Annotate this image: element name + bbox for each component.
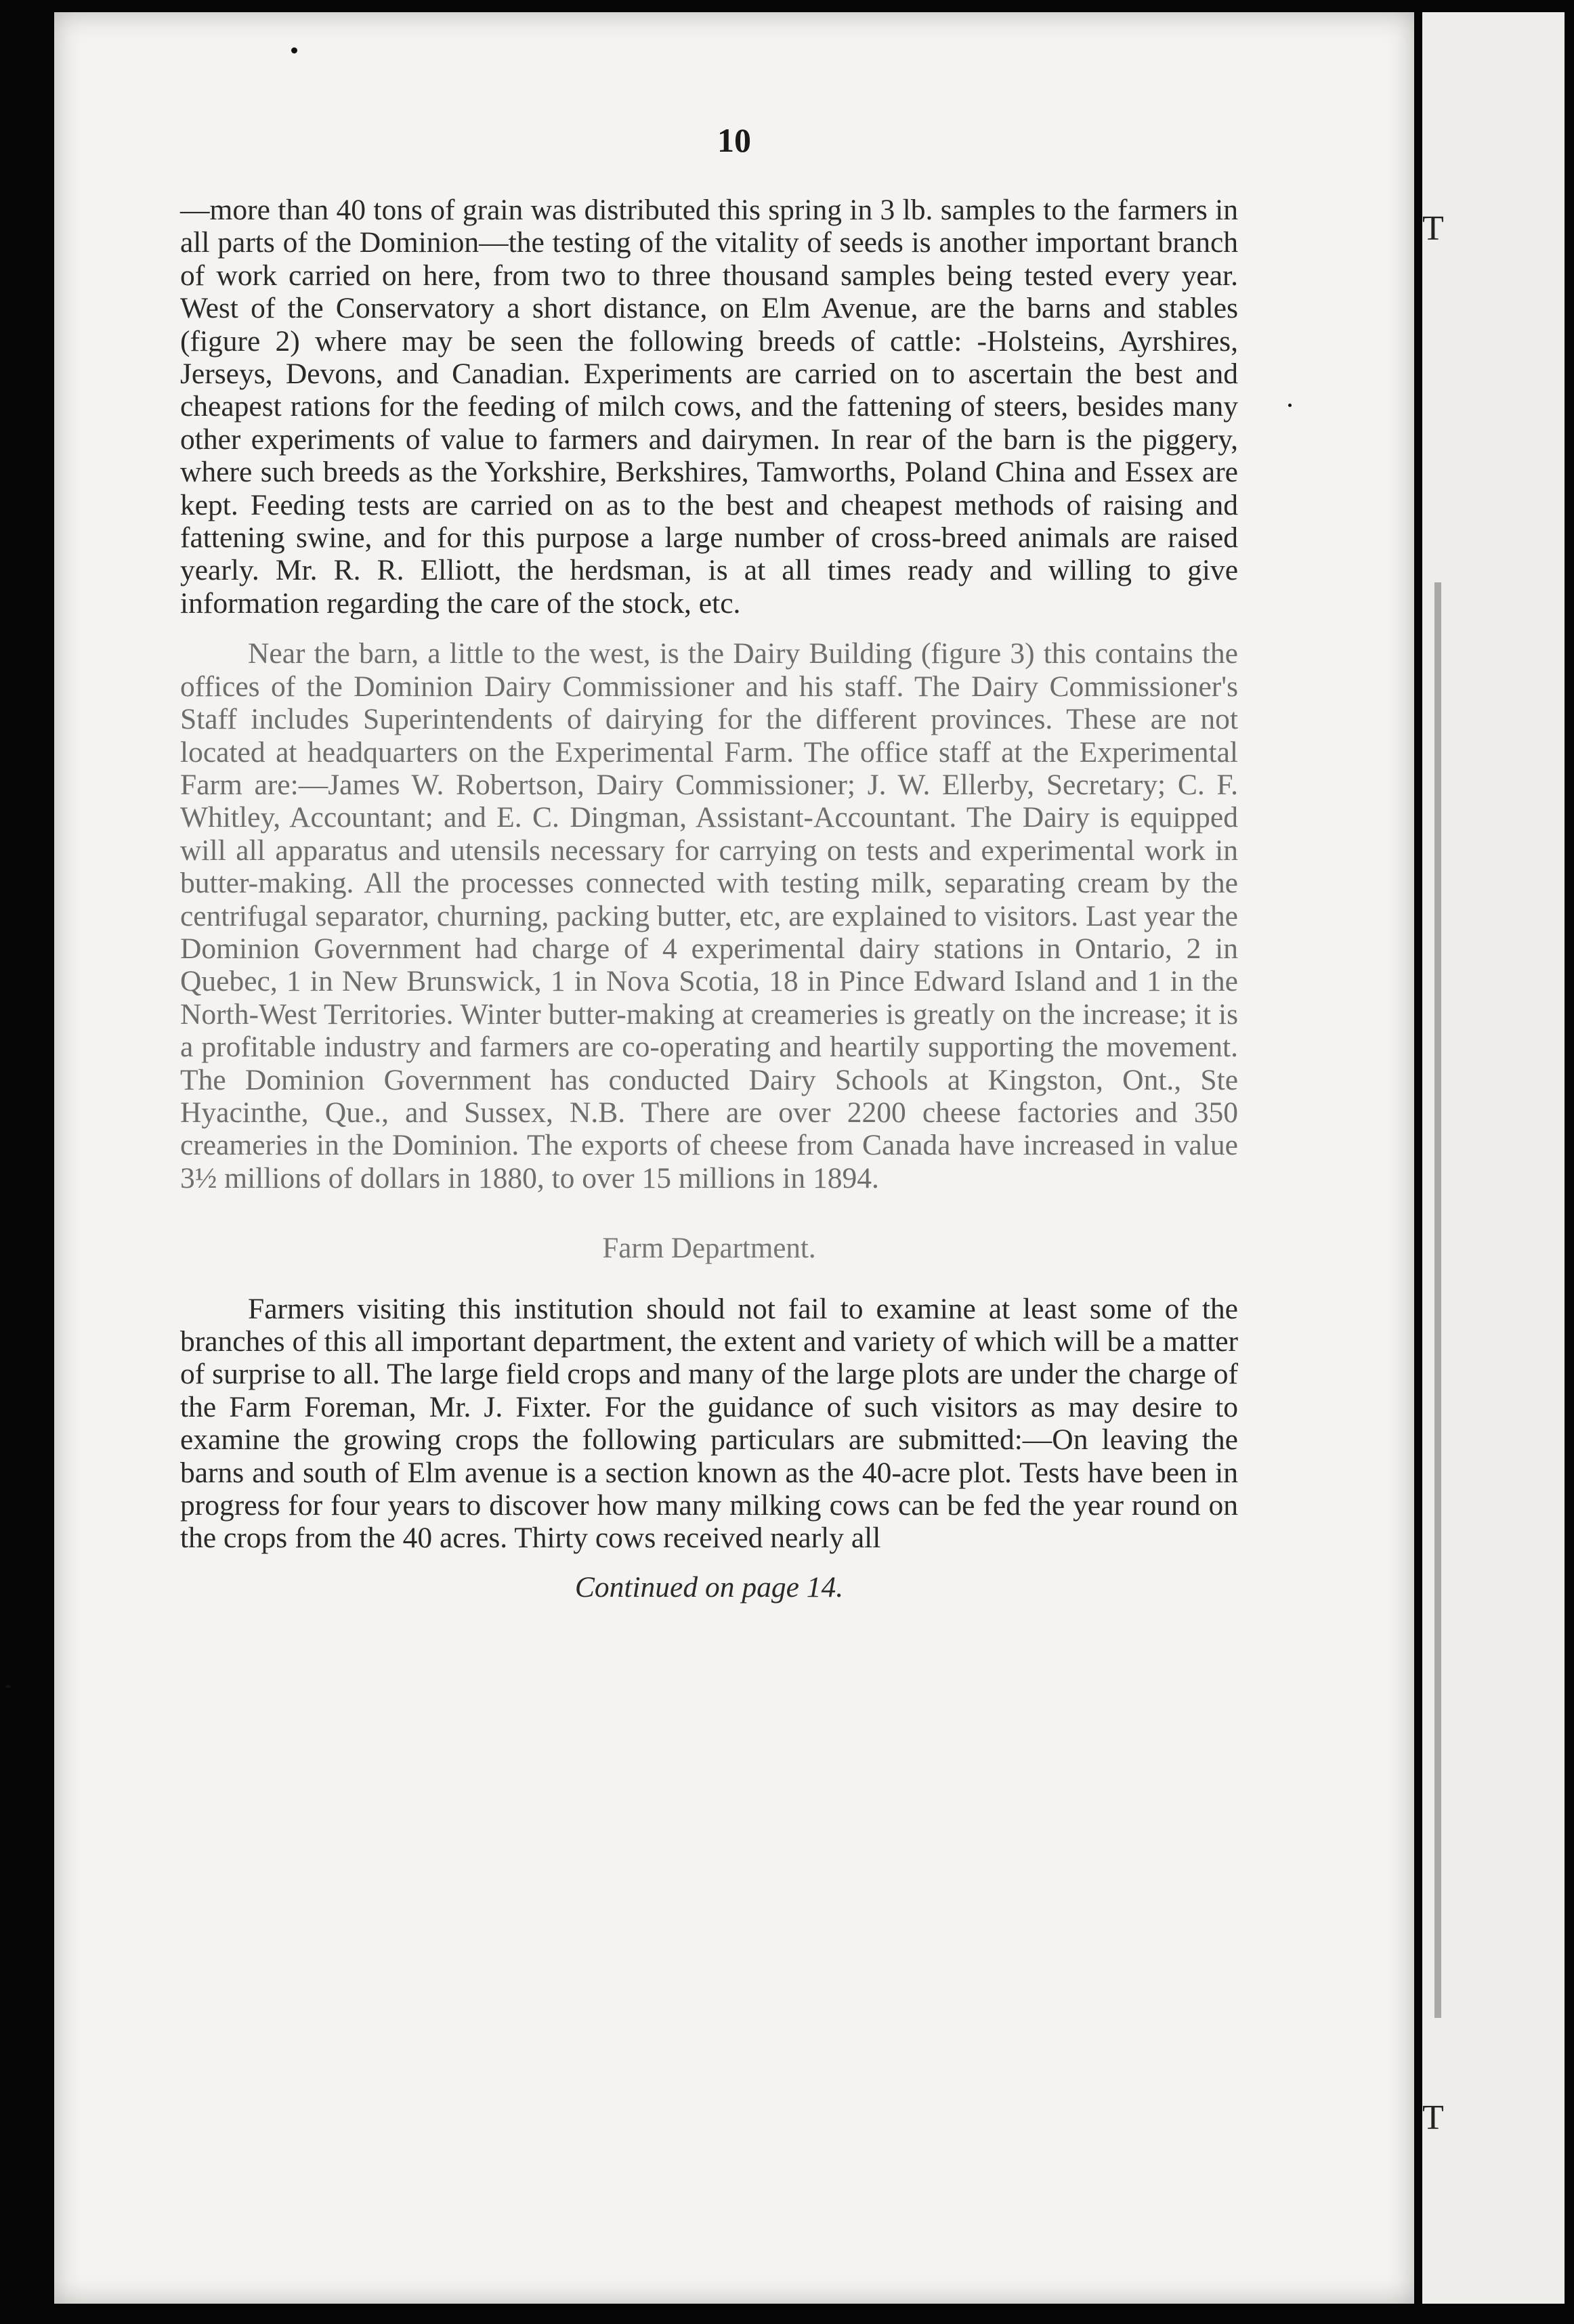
ink-speck (291, 47, 297, 53)
paragraph-farm-department: Farmers visiting this institution should not fail to examine at least some of the branches of this all important department, the extent and variety of which will be a matter of surprise to all. The large field crops and many of the large plots are under the charge of the Farm Foreman, Mr. J. Fixter. For the guidance of such visitors as may desire to examine the growing crops the following particulars are submitted:—On leaving the barns and south of Elm avenue is a section known as the 40-acre plot. Tests have been in progress for four years to discover how many milking cows can be fed the year round on the crops from the 40 acres. Thirty cows received nearly all (180, 1292, 1238, 1555)
page-number: 10 (717, 121, 751, 159)
ink-speck (1288, 404, 1292, 407)
edge-vertical-print (1434, 582, 1482, 2018)
continued-note: Continued on page 14. (574, 1570, 844, 1604)
paragraph-livestock: —more than 40 tons of grain was distributed this spring in 3 lb. samples to the farmers in all parts of the Dominion—the testing of the vitality of seeds is another important branch of work carried on here, from two to three thousand samples being tested every year. West of the Conservatory a short distance, on Elm Avenue, are the barns and stables (figure 2) where may be seen the following breeds of cattle: -Holsteins, Ayrshires, Jerseys, Devons, and Canadian. Experiments are carried on to ascertain the best and cheapest rations for the feeding of milch cows, and the fattening of steers, besides many other experiments of value to farmers and dairymen. In rear of the barn is the piggery, where such breeds as the Yorkshire, Berkshires, Tamworths, Poland China and Essex are kept. Feeding tests are carried on as to the best and cheapest methods of raising and fattening swine, and for this purpose a large number of cross-breed animals are raised yearly. Mr. R. R. Elliott, the herdsman, is at all times ready and willing to give information regarding the care of the stock, etc. (180, 194, 1238, 620)
edge-letter-bottom: T (1422, 2099, 1444, 2137)
ink-speck (5, 1685, 11, 1688)
section-heading: Farm Department. (602, 1232, 816, 1265)
paragraph-dairy-building: Near the barn, a little to the west, is the Dairy Building (figure 3) this contains the offices of the Dominion Dairy Commissioner and his staff. The Dairy Commissioner's Staff includes Superintendents of dairying for the different provinces. These are not located at headquarters on the Experimental Farm. The office staff at the Experimental Farm are:—James W. Robertson, Dairy Commissioner; J. W. Ellerby, Secretary; C. F. Whitley, Accountant; and E. C. Dingman, Assistant-Accountant. The Dairy is equipped will all apparatus and utensils necessary for carrying on tests and experimental work in butter-making. All the processes connected with testing milk, separating cream by the centrifugal separator, churning, packing butter, etc, are explained to visitors. Last year the Dominion Government had charge of 4 experimental dairy stations in Ontario, 2 in Quebec, 1 in New Brunswick, 1 in Nova Scotia, 18 in Pince Edward Island and 1 in the North-West Territories. Winter butter-making at creameries is greatly on the increase; it is a profitable industry and farmers are co-operating and heartily supporting the movement. The Dominion Government has conducted Dairy Schools at Kingston, Ont., Ste Hyacinthe, Que., and Sussex, N.B. There are over 2200 cheese factories and 350 creameries in the Dominion. The exports of cheese from Canada have increased in value 3½ millions of dollars in 1880, to over 15 millions in 1894. (180, 637, 1238, 1195)
left-page (54, 12, 1414, 2304)
edge-letter-top: T (1422, 209, 1444, 248)
page-body (180, 194, 1238, 1604)
